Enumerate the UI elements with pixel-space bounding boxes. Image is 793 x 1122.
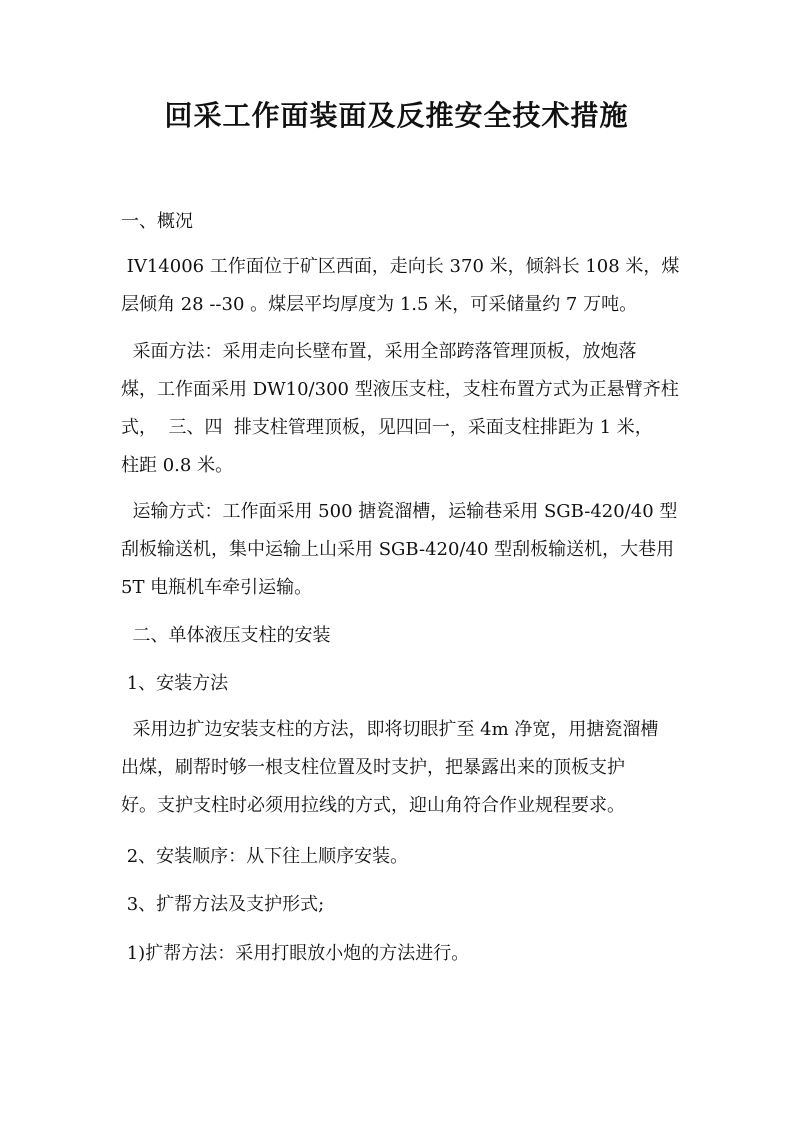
text-line: 出煤，刷帮时够一根支柱位置及时支护，把暴露出来的顶板支护	[121, 757, 625, 778]
subheading-install-order	[121, 838, 681, 876]
text-line: 煤，工作面采用 DW10/300 型液压支柱，支柱布置方式为正悬臂齐柱	[121, 379, 679, 400]
text-line: 5T 电瓶机车牵引运输。	[121, 577, 313, 598]
text-line: 采面方法：采用走向长壁布置，采用全部跨落管理顶板，放炮落	[121, 341, 637, 362]
text-line: 1、安装方法	[121, 673, 229, 694]
subheading-install-method	[121, 665, 681, 703]
text-line: 柱距 0.8 米。	[121, 455, 234, 476]
text-line: 3、扩帮方法及支护形式;	[121, 894, 325, 915]
paragraph-transport	[121, 493, 681, 607]
section-heading-installation	[121, 617, 681, 655]
document-title: 回采工作面装面及反推安全技术措施	[164, 99, 629, 132]
text-line: 层倾角 28 --30 。煤层平均厚度为 1.5 米，可采储量约 7 万吨。	[121, 294, 638, 315]
subheading-expand-method	[121, 886, 681, 924]
paragraph-expand-method	[121, 935, 681, 973]
paragraph-overview-1	[121, 248, 681, 324]
text-line: 二、单体液压支柱的安装	[121, 625, 331, 646]
text-line: IV14006 工作面位于矿区西面，走向长 370 米，倾斜长 108 米，煤	[121, 256, 680, 277]
text-line: 一、概况	[121, 211, 193, 232]
text-line: 式， 三、四 排支柱管理顶板，见四回一，采面支柱排距为 1 米，	[121, 417, 653, 438]
paragraph-install-method	[121, 711, 681, 825]
paragraph-mining-method	[121, 333, 681, 485]
text-line: 1)扩帮方法：采用打眼放小炮的方法进行。	[121, 943, 470, 964]
text-line: 2、安装顺序：从下往上顺序安装。	[121, 846, 409, 867]
text-line: 采用边扩边安装支柱的方法，即将切眼扩至 4m 净宽，用搪瓷溜槽	[121, 719, 659, 740]
text-line: 刮板输送机，集中运输上山采用 SGB-420/40 型刮板输送机，大巷用	[121, 539, 675, 560]
text-line: 运输方式：工作面采用 500 搪瓷溜槽，运输巷采用 SGB-420/40 型	[121, 501, 678, 522]
section-heading-overview	[121, 203, 681, 241]
text-line: 好。支护支柱时必须用拉线的方式，迎山角符合作业规程要求。	[121, 795, 625, 816]
